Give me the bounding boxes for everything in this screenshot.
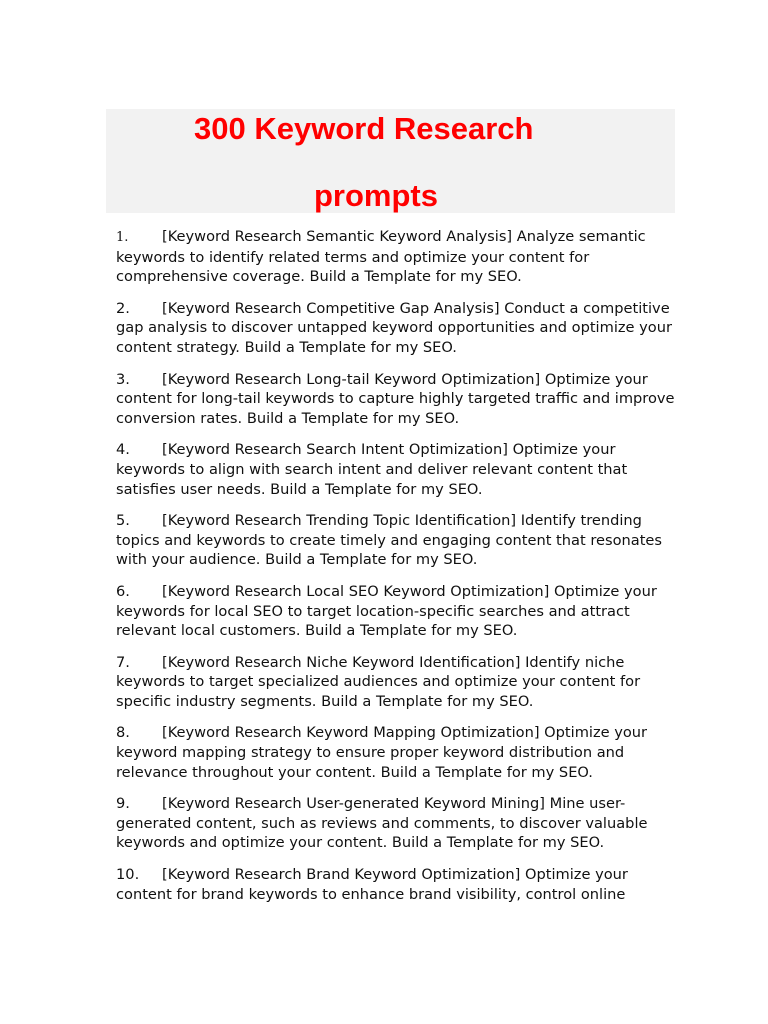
item-number: 8. — [116, 724, 130, 742]
item-number: 9. — [116, 795, 130, 813]
list-item — [116, 794, 680, 853]
item-text: [Keyword Research Local SEO Keyword Optimization] Optimize your keywords for local SEO to target location-specific searches and attract relevant local customers. Build a Template for my SEO. — [116, 582, 657, 640]
item-text: [Keyword Research Keyword Mapping Optimization] Optimize your keyword mapping strategy to ensure proper keyword distribution and relevance throughout your content. Build a Template for my SEO. — [116, 724, 648, 781]
item-text: [Keyword Research Competitive Gap Analysis] Conduct a competitive gap analysis to discover untapped keyword opportunities and optimize your content strategy. Build a Template for my SEO. — [116, 299, 672, 356]
item-number: 5. — [116, 512, 130, 530]
list-item — [116, 653, 680, 712]
list-item — [116, 299, 680, 358]
list-item — [116, 440, 680, 499]
list-item — [116, 227, 680, 287]
title-box — [106, 109, 675, 213]
item-number: 3. — [116, 370, 130, 388]
item-text: [Keyword Research Brand Keyword Optimization] Optimize your content for brand keywords to enhance brand visibility, control online — [116, 866, 628, 903]
document-title: 300 Keyword Research — [194, 111, 534, 146]
item-number: 2. — [116, 299, 130, 317]
list-item — [116, 370, 680, 429]
item-number: 6. — [116, 582, 130, 600]
list-item — [116, 582, 680, 641]
item-text: [Keyword Research Search Intent Optimization] Optimize your keywords to align with search intent and deliver relevant content that satisfies user needs. Build a Template for my SEO. — [116, 441, 628, 498]
item-number: 10. — [116, 866, 140, 884]
prompt-list — [116, 227, 680, 916]
list-item — [116, 511, 680, 570]
item-number: 4. — [116, 441, 130, 459]
document-title-line-2: prompts — [314, 178, 438, 213]
item-number: 7. — [116, 653, 130, 671]
item-text: [Keyword Research Niche Keyword Identification] Identify niche keywords to target specialized audiences and optimize your content for specific industry segments. Build a Template for my SEO. — [116, 653, 641, 710]
list-item — [116, 723, 680, 782]
item-text: [Keyword Research Long-tail Keyword Optimization] Optimize your content for long-tail keywords to capture highly targeted traffic and improve conversion rates. Build a Template for my SEO. — [116, 370, 675, 427]
item-text: [Keyword Research Semantic Keyword Analysis] Analyze semantic keywords to identify related terms and optimize your content for comprehensive coverage. Build a Template for my SEO. — [116, 228, 646, 286]
item-text: [Keyword Research User-generated Keyword Mining] Mine user-generated content, such as reviews and comments, to discover valuable keywords and optimize your content. Build a Template for my SEO. — [116, 795, 648, 852]
item-number: 1. — [116, 230, 129, 245]
list-item — [116, 865, 680, 904]
item-text: [Keyword Research Trending Topic Identification] Identify trending topics and keywords to create timely and engaging content that resonates with your audience. Build a Template for my SEO. — [116, 512, 663, 569]
